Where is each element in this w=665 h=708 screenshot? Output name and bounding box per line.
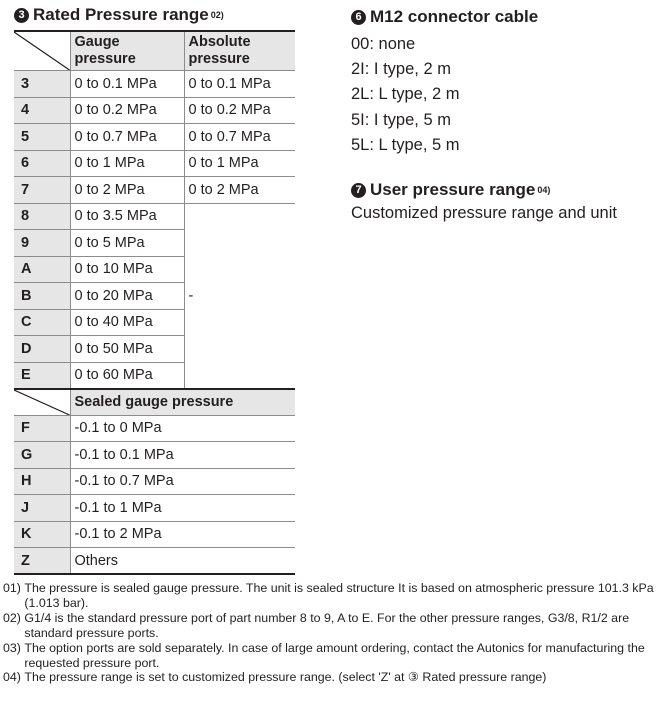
gauge-cell: 0 to 50 MPa [70,336,184,363]
gauge-cell: 0 to 5 MPa [70,230,184,257]
user-pressure-title: User pressure range [370,180,536,199]
user-pressure-heading [351,180,550,200]
diagonal-header-cell [14,389,70,416]
gauge-cell: 0 to 2 MPa [70,177,184,204]
cable-option: 5L: L type, 5 m [351,135,460,154]
absolute-cell: 0 to 0.1 MPa [184,71,295,98]
footnote-number: 02) [3,610,21,625]
footnote-text: The pressure is sealed gauge pressure. The unit is sealed structure It is based on atmospheric pressure 101.3 kPa (1.013 bar). [24,581,654,610]
code-cell: 8 [14,203,70,230]
code-cell: 4 [14,97,70,124]
user-pressure-description: Customized pressure range and unit [351,204,617,222]
table-row [14,177,295,204]
rated-pressure-heading [14,5,224,25]
sealed-value-cell: Others [70,548,295,575]
cable-option: 00: none [351,35,416,53]
sealed-header-row [14,389,295,416]
absolute-not-available-cell: - [184,203,295,389]
table-row [14,495,295,522]
table-row [14,442,295,469]
code-cell: E [14,362,70,389]
code-cell: K [14,521,70,548]
footnote-text: G1/4 is the standard pressure port of part number 8 to 9, A to E. For the other pressure ranges, G3/8, R1/2 are standard pressure ports. [24,610,630,640]
footnote [3,611,663,641]
code-cell: A [14,256,70,283]
footnote-number: 01) [3,581,21,595]
cable-option: 5I: I type, 5 m [351,110,451,129]
code-cell: J [14,495,70,522]
table-row [14,203,295,230]
table-header-row [14,31,295,71]
rated-pressure-title: Rated Pressure range [33,5,209,24]
absolute-cell: 0 to 1 MPa [184,150,295,177]
table-row [14,97,295,124]
absolute-cell: 0 to 2 MPa [184,177,295,204]
code-cell: 5 [14,124,70,151]
table-row [14,521,295,548]
code-cell: 6 [14,150,70,177]
absolute-cell: 0 to 0.7 MPa [184,124,295,151]
footnote [3,641,663,671]
footnote-text: The pressure range is set to customized pressure range. (select 'Z' at ③ Rated pressure range) [24,670,547,685]
m12-cable-heading [351,7,538,27]
code-cell: H [14,468,70,495]
sealed-value-cell: -0.1 to 1 MPa [70,495,295,522]
sealed-value-cell: -0.1 to 0.7 MPa [70,468,295,495]
footnotes [3,581,663,685]
table-row [14,548,295,575]
cable-option: 2L: L type, 2 m [351,85,460,104]
code-cell: 3 [14,71,70,98]
footnote [3,670,663,685]
footnote-number: 04) [3,670,21,685]
gauge-cell: 0 to 0.7 MPa [70,124,184,151]
gauge-cell: 0 to 1 MPa [70,150,184,177]
footnote-number: 03) [3,640,21,655]
gauge-cell: 0 to 40 MPa [70,309,184,336]
table-row [14,150,295,177]
table-row [14,468,295,495]
m12-cable-title: M12 connector cable [370,7,539,26]
footnote [3,581,663,611]
gauge-pressure-header: Gauge pressure [70,31,184,71]
code-cell: C [14,309,70,336]
footnote-ref: 02) [210,10,224,20]
absolute-cell: 0 to 0.2 MPa [184,97,295,124]
gauge-cell: 0 to 10 MPa [70,256,184,283]
gauge-cell: 0 to 20 MPa [70,283,184,310]
rated-pressure-table [14,30,295,575]
cable-options-list [351,32,460,158]
gauge-cell: 0 to 0.1 MPa [70,71,184,98]
code-cell: 9 [14,230,70,257]
absolute-pressure-header: Absolute pressure [184,31,295,71]
code-cell: D [14,336,70,363]
sealed-value-cell: -0.1 to 2 MPa [70,521,295,548]
footnote-text: The option ports are sold separately. In case of large amount ordering, contact the Autonics for manufacturing the requested pressure port. [24,640,645,670]
code-cell: B [14,283,70,310]
footnote-ref: 04) [537,185,551,195]
number-badge: 7 [351,183,366,198]
table-row [14,124,295,151]
number-badge: 3 [14,8,29,23]
cable-option: 2I: I type, 2 m [351,60,451,79]
code-cell: 7 [14,177,70,204]
code-cell: F [14,415,70,442]
sealed-gauge-header: Sealed gauge pressure [70,389,295,416]
gauge-cell: 0 to 3.5 MPa [70,203,184,230]
code-cell: Z [14,548,70,575]
table-row [14,415,295,442]
gauge-cell: 0 to 0.2 MPa [70,97,184,124]
gauge-cell: 0 to 60 MPa [70,362,184,389]
sealed-value-cell: -0.1 to 0.1 MPa [70,442,295,469]
number-badge: 6 [351,10,366,25]
diagonal-header-cell [14,31,70,71]
sealed-value-cell: -0.1 to 0 MPa [70,415,295,442]
code-cell: G [14,442,70,469]
table-row [14,71,295,98]
